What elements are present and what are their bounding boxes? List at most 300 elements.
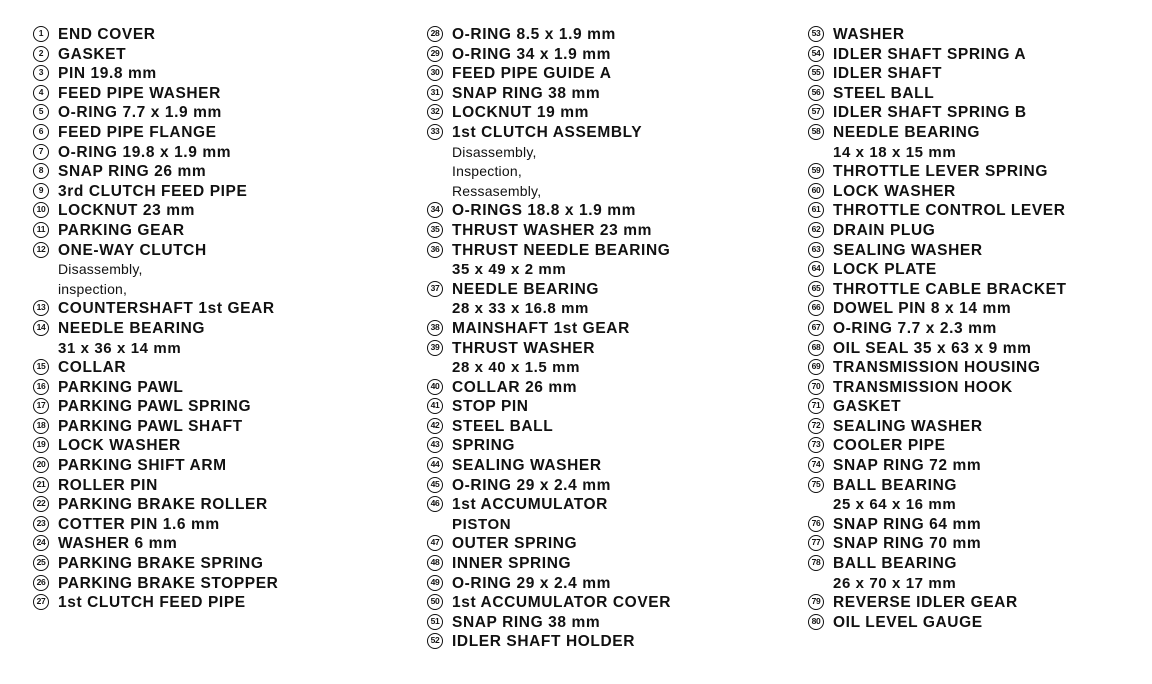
- parts-column-3: [808, 25, 1148, 632]
- part-number-badge: 73: [808, 437, 824, 453]
- part-number-badge: 22: [33, 496, 49, 512]
- part-item: [33, 417, 413, 437]
- part-item: [33, 476, 413, 496]
- part-label: TRANSMISSION HOUSING: [833, 359, 1041, 377]
- part-text: [58, 358, 126, 378]
- part-item: [427, 613, 797, 633]
- part-text: [833, 84, 934, 104]
- part-number-badge: 20: [33, 457, 49, 473]
- part-label: FEED PIPE WASHER: [58, 84, 221, 102]
- part-dimensions: 31 x 36 x 14 mm: [58, 339, 182, 357]
- part-number-badge: 1: [33, 26, 49, 42]
- part-number-badge: 45: [427, 477, 443, 493]
- part-number-badge: 2: [33, 46, 49, 62]
- part-text: [452, 495, 608, 534]
- part-text: [58, 534, 177, 554]
- part-number-badge: 63: [808, 242, 824, 258]
- part-label: IDLER SHAFT SPRING A: [833, 45, 1027, 63]
- part-item: [427, 84, 797, 104]
- part-text: [833, 123, 980, 162]
- part-number-badge: 67: [808, 320, 824, 336]
- part-item: [33, 593, 413, 613]
- part-item: [33, 162, 413, 182]
- part-label: O-RING 8.5 x 1.9 mm: [452, 26, 616, 43]
- part-dimensions: PISTON: [452, 515, 512, 533]
- part-text: [452, 476, 611, 496]
- part-text: [58, 456, 227, 476]
- part-item: [33, 103, 413, 123]
- part-item: [427, 339, 797, 378]
- part-item: [427, 593, 797, 613]
- part-label: PARKING GEAR: [58, 221, 185, 239]
- part-label: LOCKNUT 23 mm: [58, 202, 195, 220]
- part-text: [833, 299, 1011, 319]
- part-number-badge: 27: [33, 594, 49, 610]
- part-item: [33, 241, 413, 300]
- part-item: [808, 201, 1148, 221]
- part-text: [58, 397, 251, 417]
- part-item: [808, 25, 1148, 45]
- part-text: [58, 25, 156, 45]
- part-text: [452, 436, 515, 456]
- part-text: [58, 476, 158, 496]
- part-number-badge: 5: [33, 104, 49, 120]
- part-item: [33, 358, 413, 378]
- part-number-badge: 49: [427, 575, 443, 591]
- part-text: [58, 241, 207, 300]
- part-label: COTTER PIN 1.6 mm: [58, 515, 220, 533]
- part-number-badge: 54: [808, 46, 824, 62]
- part-note: inspection,: [58, 280, 128, 297]
- part-text: [833, 182, 956, 202]
- part-item: [33, 554, 413, 574]
- part-number-badge: 40: [427, 379, 443, 395]
- part-number-badge: 60: [808, 183, 824, 199]
- part-text: [452, 339, 595, 378]
- part-label: IDLER SHAFT HOLDER: [452, 633, 636, 651]
- part-label: GASKET: [58, 45, 127, 63]
- part-label: THROTTLE LEVER SPRING: [833, 163, 1048, 181]
- part-label: O-RINGS 18.8 x 1.9 mm: [452, 202, 637, 220]
- part-number-badge: 4: [33, 85, 49, 101]
- part-number-badge: 72: [808, 418, 824, 434]
- part-text: [833, 378, 1013, 398]
- part-label: O-RING 34 x 1.9 mm: [452, 45, 611, 63]
- part-label: WASHER 6 mm: [58, 535, 178, 553]
- part-label: LOCKNUT 19 mm: [452, 104, 589, 122]
- part-label: STEEL BALL: [833, 84, 935, 102]
- part-text: [58, 84, 221, 104]
- part-text: [58, 495, 268, 515]
- part-item: [33, 456, 413, 476]
- part-note: Disassembly,: [58, 261, 143, 278]
- part-number-badge: 29: [427, 46, 443, 62]
- part-text: [452, 221, 652, 241]
- part-text: [58, 574, 278, 594]
- part-item: [808, 103, 1148, 123]
- part-number-badge: 62: [808, 222, 824, 238]
- part-item: [808, 339, 1148, 359]
- part-number-badge: 9: [33, 183, 49, 199]
- part-item: [33, 319, 413, 358]
- part-text: [833, 436, 946, 456]
- part-label: WASHER: [833, 26, 905, 43]
- part-number-badge: 6: [33, 124, 49, 140]
- part-label: 1st ACCUMULATOR: [452, 496, 608, 514]
- part-number-badge: 32: [427, 104, 443, 120]
- part-label: FEED PIPE GUIDE A: [452, 65, 612, 83]
- part-text: [833, 534, 981, 554]
- part-text: [833, 593, 1018, 613]
- part-text: [833, 241, 983, 261]
- part-item: [808, 260, 1148, 280]
- part-label: MAINSHAFT 1st GEAR: [452, 319, 630, 337]
- part-label: GASKET: [833, 398, 902, 416]
- part-number-badge: 17: [33, 398, 49, 414]
- part-label: LOCK WASHER: [833, 182, 956, 200]
- part-label: 3rd CLUTCH FEED PIPE: [58, 182, 248, 200]
- part-label: FEED PIPE FLANGE: [58, 123, 217, 141]
- part-label: ONE-WAY CLUTCH: [58, 241, 207, 259]
- part-number-badge: 3: [33, 65, 49, 81]
- part-text: [833, 45, 1026, 65]
- part-label: SNAP RING 38 mm: [452, 613, 601, 631]
- part-item: [427, 436, 797, 456]
- part-text: [58, 515, 220, 535]
- part-label: O-RING 29 x 2.4 mm: [452, 574, 611, 592]
- part-text: [833, 339, 1031, 359]
- part-text: [452, 123, 642, 201]
- part-item: [808, 299, 1148, 319]
- part-label: O-RING 7.7 x 2.3 mm: [833, 319, 997, 337]
- part-text: [58, 299, 275, 319]
- part-number-badge: 53: [808, 26, 824, 42]
- part-text: [833, 260, 937, 280]
- part-text: [452, 417, 553, 437]
- part-item: [33, 143, 413, 163]
- part-note: Ressasembly,: [452, 182, 542, 199]
- part-number-badge: 24: [33, 535, 49, 551]
- part-number-badge: 43: [427, 437, 443, 453]
- part-label: END COVER: [58, 26, 156, 43]
- part-number-badge: 7: [33, 144, 49, 160]
- part-label: COLLAR 26 mm: [452, 378, 578, 396]
- part-text: [58, 64, 157, 84]
- part-label: O-RING 29 x 2.4 mm: [452, 476, 611, 494]
- part-label: BALL BEARING: [833, 476, 958, 494]
- part-item: [427, 554, 797, 574]
- part-number-badge: 12: [33, 242, 49, 258]
- part-label: NEEDLE BEARING: [452, 280, 600, 298]
- part-label: PARKING SHIFT ARM: [58, 457, 227, 475]
- part-number-badge: 50: [427, 594, 443, 610]
- part-text: [452, 397, 529, 417]
- part-text: [833, 319, 997, 339]
- part-number-badge: 28: [427, 26, 443, 42]
- part-label: BALL BEARING: [833, 555, 958, 573]
- part-number-badge: 11: [33, 222, 49, 238]
- part-item: [808, 554, 1148, 593]
- part-number-badge: 21: [33, 477, 49, 493]
- part-item: [808, 182, 1148, 202]
- part-number-badge: 68: [808, 340, 824, 356]
- part-number-badge: 80: [808, 614, 824, 630]
- part-number-badge: 64: [808, 261, 824, 277]
- part-item: [808, 456, 1148, 476]
- part-text: [833, 358, 1040, 378]
- part-number-badge: 8: [33, 163, 49, 179]
- part-number-badge: 46: [427, 496, 443, 512]
- part-text: [833, 201, 1066, 221]
- part-text: [58, 378, 183, 398]
- part-label: ROLLER PIN: [58, 476, 158, 494]
- part-number-badge: 74: [808, 457, 824, 473]
- part-item: [808, 358, 1148, 378]
- part-number-badge: 16: [33, 379, 49, 395]
- part-label: DOWEL PIN 8 x 14 mm: [833, 300, 1012, 318]
- part-label: THRUST WASHER: [452, 339, 595, 357]
- part-dimensions: 28 x 40 x 1.5 mm: [452, 359, 581, 377]
- part-number-badge: 71: [808, 398, 824, 414]
- part-number-badge: 15: [33, 359, 49, 375]
- part-number-badge: 79: [808, 594, 824, 610]
- part-item: [427, 476, 797, 496]
- part-label: PARKING PAWL: [58, 378, 184, 396]
- part-text: [833, 456, 981, 476]
- part-item: [427, 456, 797, 476]
- part-text: [58, 103, 222, 123]
- part-label: OIL SEAL 35 x 63 x 9 mm: [833, 339, 1032, 357]
- part-number-badge: 23: [33, 516, 49, 532]
- part-item: [427, 417, 797, 437]
- part-text: [452, 64, 612, 84]
- part-number-badge: 25: [33, 555, 49, 571]
- part-item: [33, 84, 413, 104]
- part-text: [452, 456, 602, 476]
- part-item: [427, 241, 797, 280]
- part-item: [808, 162, 1148, 182]
- part-label: 1st CLUTCH FEED PIPE: [58, 594, 246, 612]
- part-text: [58, 319, 205, 358]
- part-item: [808, 221, 1148, 241]
- part-label: NEEDLE BEARING: [58, 319, 206, 337]
- part-item: [427, 64, 797, 84]
- part-text: [833, 613, 983, 633]
- part-text: [833, 417, 983, 437]
- part-number-badge: 13: [33, 300, 49, 316]
- part-dimensions: 35 x 49 x 2 mm: [452, 261, 567, 279]
- part-item: [808, 476, 1148, 515]
- part-label: PARKING BRAKE STOPPER: [58, 574, 279, 592]
- part-number-badge: 51: [427, 614, 443, 630]
- part-label: INNER SPRING: [452, 555, 572, 573]
- part-label: PARKING PAWL SPRING: [58, 398, 252, 416]
- part-text: [58, 143, 231, 163]
- part-label: SNAP RING 38 mm: [452, 84, 601, 102]
- part-item: [427, 632, 797, 652]
- part-item: [427, 45, 797, 65]
- part-text: [58, 45, 126, 65]
- part-label: PARKING PAWL SHAFT: [58, 417, 243, 435]
- part-label: O-RING 19.8 x 1.9 mm: [58, 143, 232, 161]
- part-number-badge: 38: [427, 320, 443, 336]
- part-text: [833, 162, 1048, 182]
- part-label: PARKING BRAKE SPRING: [58, 555, 264, 573]
- part-number-badge: 66: [808, 300, 824, 316]
- part-label: TRANSMISSION HOOK: [833, 378, 1013, 396]
- part-label: SNAP RING 26 mm: [58, 163, 207, 181]
- part-text: [833, 554, 957, 593]
- part-item: [33, 45, 413, 65]
- part-number-badge: 39: [427, 340, 443, 356]
- part-text: [58, 554, 263, 574]
- part-text: [452, 632, 635, 652]
- part-item: [33, 64, 413, 84]
- part-item: [808, 613, 1148, 633]
- part-item: [808, 84, 1148, 104]
- part-number-badge: 37: [427, 281, 443, 297]
- part-label: STEEL BALL: [452, 417, 554, 435]
- part-number-badge: 75: [808, 477, 824, 493]
- part-item: [427, 25, 797, 45]
- part-number-badge: 31: [427, 85, 443, 101]
- part-label: STOP PIN: [452, 398, 529, 416]
- part-text: [833, 221, 935, 241]
- part-label: DRAIN PLUG: [833, 221, 936, 239]
- part-label: OUTER SPRING: [452, 535, 578, 553]
- part-item: [427, 123, 797, 201]
- part-item: [427, 280, 797, 319]
- part-item: [427, 221, 797, 241]
- part-item: [808, 515, 1148, 535]
- part-number-badge: 57: [808, 104, 824, 120]
- part-number-badge: 33: [427, 124, 443, 140]
- part-item: [808, 123, 1148, 162]
- part-label: COOLER PIPE: [833, 437, 946, 455]
- part-item: [427, 574, 797, 594]
- part-item: [33, 397, 413, 417]
- part-label: PARKING BRAKE ROLLER: [58, 496, 268, 514]
- part-item: [427, 534, 797, 554]
- part-label: LOCK PLATE: [833, 261, 937, 279]
- part-number-badge: 30: [427, 65, 443, 81]
- part-dimensions: 26 x 70 x 17 mm: [833, 574, 957, 592]
- part-number-badge: 69: [808, 359, 824, 375]
- part-text: [833, 64, 942, 84]
- part-item: [808, 378, 1148, 398]
- part-number-badge: 78: [808, 555, 824, 571]
- part-item: [33, 201, 413, 221]
- part-item: [808, 397, 1148, 417]
- part-text: [58, 201, 195, 221]
- part-label: SNAP RING 64 mm: [833, 515, 982, 533]
- part-label: IDLER SHAFT SPRING B: [833, 104, 1027, 122]
- part-text: [58, 436, 181, 456]
- part-item: [427, 201, 797, 221]
- part-text: [833, 103, 1027, 123]
- part-number-badge: 36: [427, 242, 443, 258]
- part-item: [33, 515, 413, 535]
- part-number-badge: 44: [427, 457, 443, 473]
- part-item: [33, 221, 413, 241]
- part-label: SNAP RING 70 mm: [833, 535, 982, 553]
- part-item: [808, 534, 1148, 554]
- part-item: [427, 397, 797, 417]
- part-label: COUNTERSHAFT 1st GEAR: [58, 300, 275, 318]
- part-item: [33, 436, 413, 456]
- part-text: [58, 593, 246, 613]
- part-note: Disassembly,: [452, 143, 537, 160]
- part-item: [808, 241, 1148, 261]
- part-number-badge: 70: [808, 379, 824, 395]
- part-text: [452, 103, 589, 123]
- part-label: REVERSE IDLER GEAR: [833, 594, 1018, 612]
- part-text: [452, 241, 670, 280]
- part-text: [58, 123, 217, 143]
- part-item: [808, 280, 1148, 300]
- part-item: [808, 593, 1148, 613]
- part-text: [58, 182, 247, 202]
- part-label: OIL LEVEL GAUGE: [833, 613, 983, 631]
- part-text: [452, 593, 671, 613]
- part-item: [33, 182, 413, 202]
- part-label: SEALING WASHER: [452, 457, 602, 475]
- part-label: THRUST NEEDLE BEARING: [452, 241, 671, 259]
- part-text: [452, 201, 636, 221]
- part-item: [808, 436, 1148, 456]
- part-number-badge: 18: [33, 418, 49, 434]
- part-dimensions: 28 x 33 x 16.8 mm: [452, 300, 589, 318]
- part-number-badge: 41: [427, 398, 443, 414]
- part-label: THROTTLE CABLE BRACKET: [833, 280, 1067, 298]
- part-text: [833, 397, 901, 417]
- part-label: PIN 19.8 mm: [58, 65, 157, 83]
- part-item: [427, 378, 797, 398]
- part-text: [452, 25, 616, 45]
- part-label: SEALING WASHER: [833, 417, 983, 435]
- part-number-badge: 14: [33, 320, 49, 336]
- part-text: [833, 25, 905, 45]
- part-number-badge: 52: [427, 633, 443, 649]
- part-dimensions: 25 x 64 x 16 mm: [833, 496, 957, 514]
- part-text: [452, 319, 630, 339]
- part-number-badge: 48: [427, 555, 443, 571]
- part-item: [427, 495, 797, 534]
- part-number-badge: 77: [808, 535, 824, 551]
- part-label: COLLAR: [58, 359, 127, 377]
- part-text: [452, 574, 611, 594]
- parts-column-2: [427, 25, 797, 652]
- part-item: [808, 319, 1148, 339]
- part-item: [808, 45, 1148, 65]
- part-number-badge: 26: [33, 575, 49, 591]
- part-number-badge: 76: [808, 516, 824, 532]
- part-number-badge: 59: [808, 163, 824, 179]
- part-number-badge: 56: [808, 85, 824, 101]
- part-number-badge: 55: [808, 65, 824, 81]
- part-text: [833, 515, 981, 535]
- part-number-badge: 34: [427, 202, 443, 218]
- part-label: THROTTLE CONTROL LEVER: [833, 202, 1066, 220]
- part-text: [452, 378, 577, 398]
- part-number-badge: 35: [427, 222, 443, 238]
- part-number-badge: 65: [808, 281, 824, 297]
- part-label: IDLER SHAFT: [833, 65, 943, 83]
- part-item: [33, 299, 413, 319]
- part-item: [33, 534, 413, 554]
- part-text: [452, 84, 600, 104]
- part-item: [33, 574, 413, 594]
